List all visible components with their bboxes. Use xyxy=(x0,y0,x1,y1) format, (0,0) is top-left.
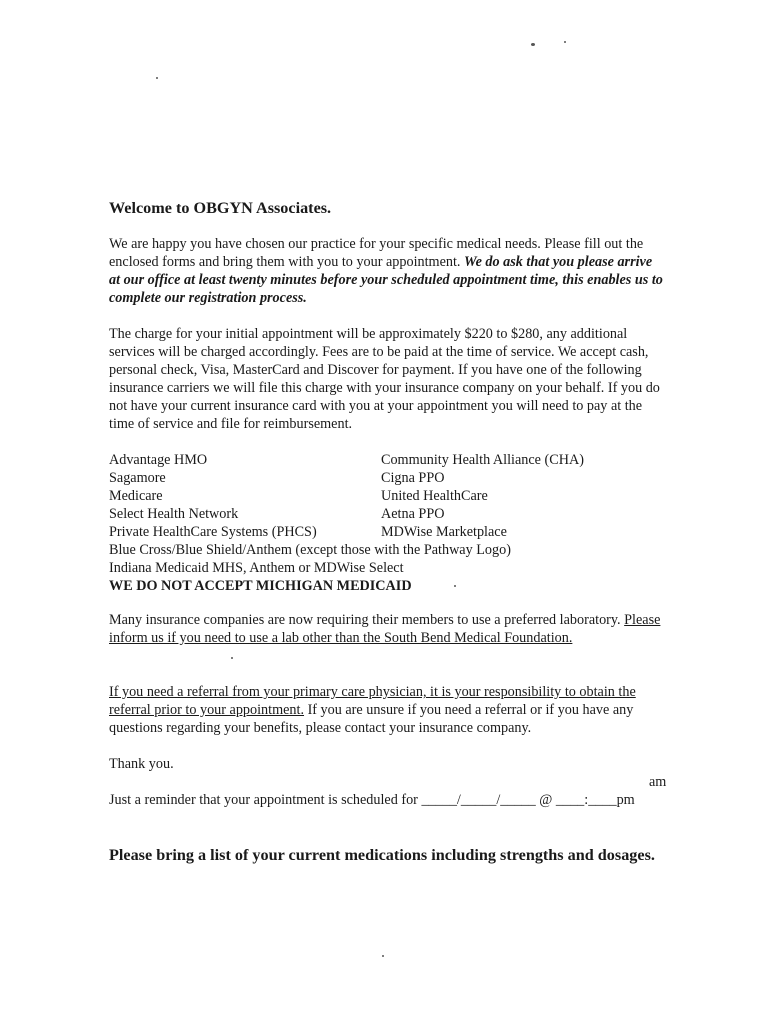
insurance-row xyxy=(109,451,669,469)
insurance-row xyxy=(109,487,669,505)
insurance-line-indiana: Indiana Medicaid MHS, Anthem or MDWise Select xyxy=(109,560,404,576)
insurance-row xyxy=(109,523,669,541)
referral-text: If you are unsure if you need a referral or if you have any questions regarding your benefits, please contact your insurance company. xyxy=(109,702,634,736)
insurance-row xyxy=(109,469,669,487)
medications-notice: Please bring a list of your current medications including strengths and dosages. xyxy=(109,846,655,864)
insurance-left: Select Health Network xyxy=(109,506,239,522)
lab-underlined: Please inform us if you need to use a lab other than the South Bend Medical Foundation. xyxy=(109,612,661,646)
page-title: Welcome to OBGYN Associates. xyxy=(109,199,332,217)
intro-emphasis: We do ask that you please arrive at our office at least twenty minutes before your scheduled appointment time, this enables us to complete our registration process. xyxy=(109,254,663,306)
charges-paragraph: The charge for your initial appointment will be approximately $220 to $280, any additional services will be charged accordingly. Fees are to be paid at the time of service. We accept cash, personal check, Visa, MasterCard and Discover for payment. If you have one of the following insurance carriers we will file this charge with your insurance company on your behalf. If you do not have your current insurance card with you at your appointment you will need to pay at the time of service and file for reimbursement. xyxy=(109,326,660,432)
intro-paragraph xyxy=(109,235,664,307)
scan-speck xyxy=(564,41,566,43)
scan-speck xyxy=(382,955,384,957)
intro-text: We are happy you have chosen our practice for your specific medical needs. Please fill out the enclosed forms and bring them with you to your appointment. xyxy=(109,236,644,270)
insurance-left: Medicare xyxy=(109,488,163,504)
insurance-right: Cigna PPO xyxy=(381,470,445,486)
michigan-medicaid-notice: WE DO NOT ACCEPT MICHIGAN MEDICAID xyxy=(109,578,412,594)
appointment-reminder: Just a reminder that your appointment is scheduled for _____/_____/_____ @ ____:____pm xyxy=(109,792,635,808)
scan-speck xyxy=(531,43,535,46)
scan-speck xyxy=(231,657,233,659)
scan-speck xyxy=(156,77,158,79)
thanks-line: Thank you. xyxy=(109,756,174,772)
insurance-left: Private HealthCare Systems (PHCS) xyxy=(109,524,317,540)
insurance-list xyxy=(109,451,669,595)
insurance-right: United HealthCare xyxy=(381,488,488,504)
lab-text: Many insurance companies are now requiring their members to use a preferred laboratory. xyxy=(109,612,625,628)
insurance-row xyxy=(109,505,669,523)
insurance-right: Community Health Alliance (CHA) xyxy=(381,452,584,468)
insurance-right: MDWise Marketplace xyxy=(381,524,507,540)
referral-paragraph xyxy=(109,683,664,737)
lab-paragraph xyxy=(109,611,664,647)
insurance-left: Advantage HMO xyxy=(109,452,208,468)
insurance-line-bcbs: Blue Cross/Blue Shield/Anthem (except those with the Pathway Logo) xyxy=(109,542,511,558)
insurance-right: Aetna PPO xyxy=(381,506,445,522)
insurance-left: Sagamore xyxy=(109,470,166,486)
referral-underlined: If you need a referral from your primary care physician, it is your responsibility to obtain the referral prior to your appointment. xyxy=(109,684,636,718)
am-label: am xyxy=(649,774,667,790)
